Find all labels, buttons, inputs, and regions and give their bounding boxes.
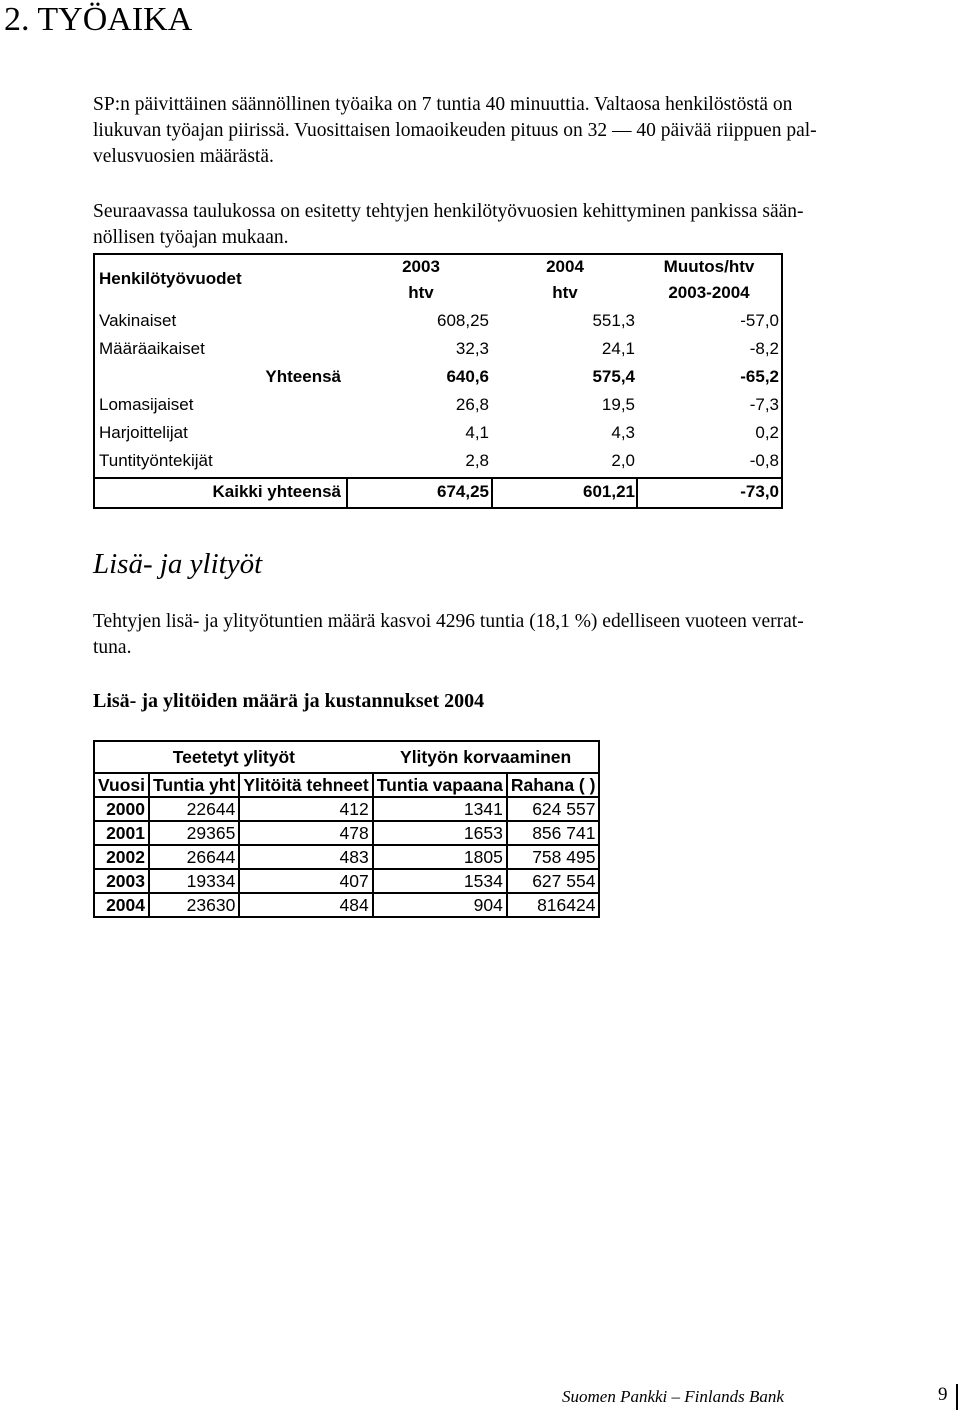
row-value-change: -57,0	[740, 311, 779, 330]
table2-title: Lisä- ja ylitöiden määrä ja kustannukset 2004	[93, 690, 485, 712]
row-value-change: -0,8	[749, 451, 779, 470]
section-heading: Lisä- ja ylityöt	[93, 548, 263, 580]
total-label: Kaikki yhteensä	[212, 482, 341, 501]
table-intro-paragraph	[93, 199, 935, 251]
col-header-2003: 2003	[402, 257, 440, 276]
cell-money: 758 495	[507, 845, 600, 869]
row-value-2004: 551,3	[592, 311, 635, 330]
cell-time-off: 904	[373, 893, 507, 917]
total-col-divider	[346, 478, 348, 507]
subtotal-value-2003: 640,6	[446, 367, 489, 386]
cell-time-off: 1653	[373, 821, 507, 845]
col-header-time-off: Tuntia vapaana	[373, 773, 507, 797]
row-value-2003: 2,8	[465, 451, 489, 470]
cell-money: 627 554	[507, 869, 600, 893]
row-value-2003: 608,25	[437, 311, 489, 330]
col-header-2004: 2004	[546, 257, 584, 276]
intro-paragraph	[93, 92, 935, 170]
cell-year: 2002	[94, 845, 149, 869]
col-header-workers: Ylitöitä tehneet	[239, 773, 372, 797]
cell-year: 2004	[94, 893, 149, 917]
table-row	[94, 797, 599, 821]
row-label: Tuntityöntekijät	[99, 451, 213, 470]
row-value-2003: 26,8	[455, 395, 489, 414]
overtime-line: Tehtyjen lisä- ja ylityötuntien määrä kasvoi 4296 tuntia (18,1 %) edelliseen vuoteen verrat-	[93, 611, 804, 632]
table-row	[94, 821, 599, 845]
total-value-change: -73,0	[740, 482, 779, 501]
cell-year: 2000	[94, 797, 149, 821]
cell-hours: 23630	[149, 893, 239, 917]
cell-hours: 19334	[149, 869, 239, 893]
group-header-overtime: Teetetyt ylityöt	[94, 741, 373, 773]
cell-time-off: 1805	[373, 845, 507, 869]
total-col-divider	[491, 478, 493, 507]
col-unit-change: 2003-2004	[668, 283, 750, 302]
cell-hours: 29365	[149, 821, 239, 845]
col-unit-2003: htv	[408, 283, 434, 302]
intro-line: SP:n päivittäinen säännöllinen työaika on 7 tuntia 40 minuuttia. Valtaosa henkilöstöstä on	[93, 94, 793, 115]
cell-year: 2001	[94, 821, 149, 845]
row-value-change: 0,2	[755, 423, 779, 442]
cell-time-off: 1341	[373, 797, 507, 821]
cell-year: 2003	[94, 869, 149, 893]
col-header-change: Muutos/htv	[663, 257, 755, 276]
total-value-2004: 601,21	[583, 482, 635, 501]
col-header-hours: Tuntia yht	[149, 773, 239, 797]
cell-hours: 22644	[149, 797, 239, 821]
cell-workers: 483	[239, 845, 372, 869]
table-row	[94, 869, 599, 893]
row-label: Lomasijaiset	[99, 395, 194, 414]
cell-hours: 26644	[149, 845, 239, 869]
row-value-2003: 32,3	[455, 339, 489, 358]
cell-workers: 407	[239, 869, 372, 893]
overtime-line: tuna.	[93, 637, 132, 658]
intro-line: velusvuosien määrästä.	[93, 146, 274, 167]
group-header-compensation: Ylityön korvaaminen	[373, 741, 600, 773]
col-unit-2004: htv	[552, 283, 578, 302]
cell-money: 856 741	[507, 821, 600, 845]
subtotal-value-2004: 575,4	[592, 367, 635, 386]
row-value-2004: 24,1	[601, 339, 635, 358]
table-header-label: Henkilötyövuodet	[99, 269, 242, 288]
row-value-2004: 19,5	[601, 395, 635, 414]
table-row	[94, 845, 599, 869]
total-value-2003: 674,25	[437, 482, 489, 501]
total-row-divider	[95, 477, 781, 479]
page-number: 9	[938, 1384, 948, 1405]
subtotal-label: Yhteensä	[265, 367, 341, 386]
cell-money: 816424	[507, 893, 600, 917]
page-number-rule	[956, 1384, 958, 1410]
cell-workers: 412	[239, 797, 372, 821]
table-column-header	[94, 773, 599, 797]
row-value-change: -7,3	[749, 395, 779, 414]
row-label: Määräaikaiset	[99, 339, 205, 358]
row-label: Vakinaiset	[99, 311, 177, 330]
row-value-change: -8,2	[749, 339, 779, 358]
row-label: Harjoittelijat	[99, 423, 188, 442]
overtime-table	[93, 740, 600, 918]
page-footer: Suomen Pankki – Finlands Bank	[562, 1387, 784, 1406]
table-row	[94, 893, 599, 917]
total-col-divider	[636, 478, 638, 507]
cell-time-off: 1534	[373, 869, 507, 893]
cell-money: 624 557	[507, 797, 600, 821]
subtotal-value-change: -65,2	[740, 367, 779, 386]
row-value-2003: 4,1	[465, 423, 489, 442]
row-value-2004: 4,3	[611, 423, 635, 442]
col-header-money: Rahana ( )	[507, 773, 600, 797]
person-years-table	[93, 253, 783, 509]
table-intro-line: nöllisen työajan mukaan.	[93, 227, 289, 248]
row-value-2004: 2,0	[611, 451, 635, 470]
col-header-year: Vuosi	[94, 773, 149, 797]
table-intro-line: Seuraavassa taulukossa on esitetty tehtyjen henkilötyövuosien kehittyminen pankissa sään-	[93, 201, 804, 222]
cell-workers: 484	[239, 893, 372, 917]
cell-workers: 478	[239, 821, 372, 845]
table-group-header	[94, 741, 599, 773]
page-heading: 2. TYÖAIKA	[4, 1, 193, 38]
overtime-paragraph	[93, 609, 935, 661]
intro-line: liukuvan työajan piirissä. Vuosittaisen lomaoikeuden pituus on 32 — 40 päivää riippuen pal-	[93, 120, 817, 141]
